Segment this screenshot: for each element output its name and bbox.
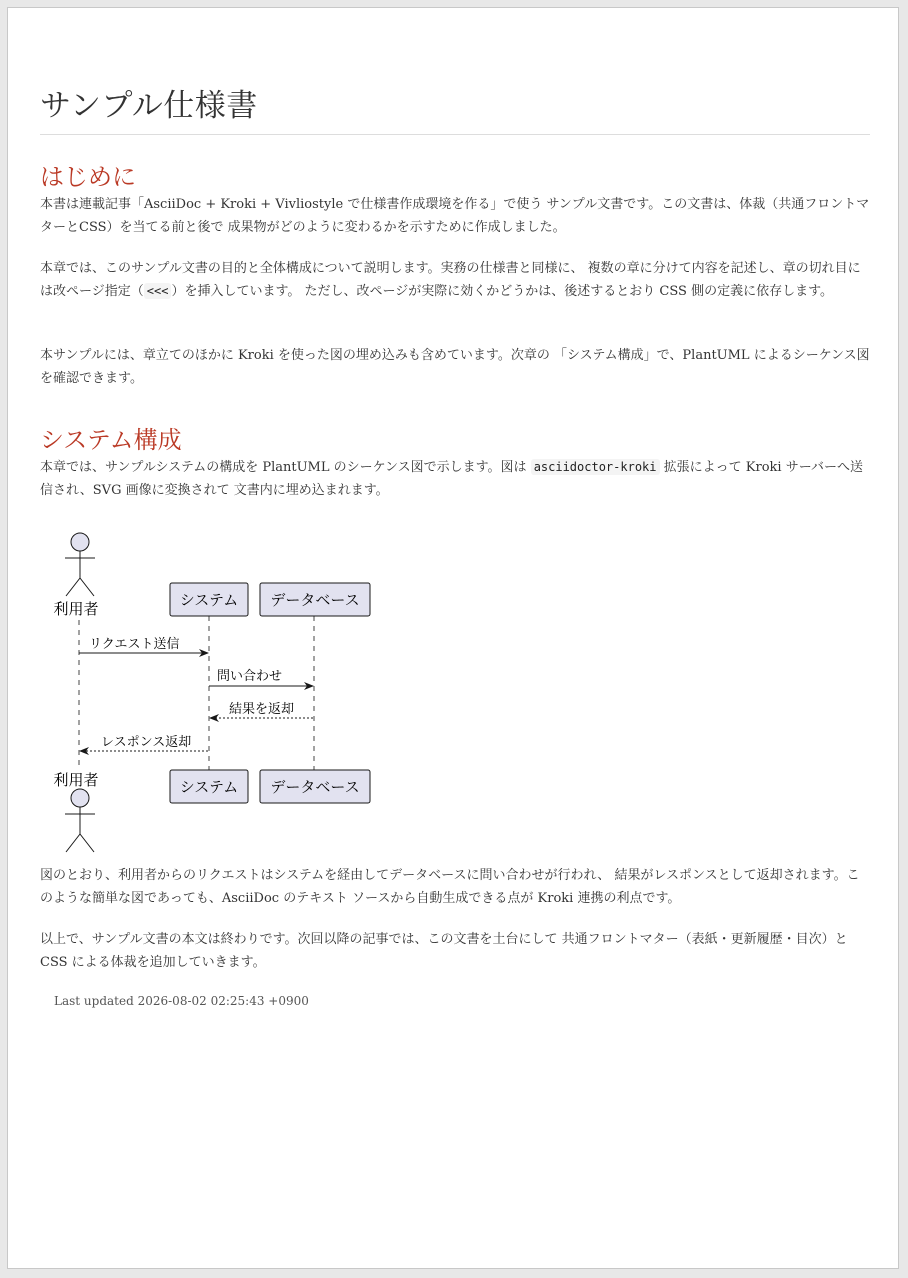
actor-label-bottom: 利用者 [53, 771, 99, 789]
message-label: リクエスト送信 [89, 637, 180, 652]
actor-figure-icon [65, 533, 95, 596]
inline-code: <<< [144, 283, 172, 299]
section-heading-system: システム構成 [40, 426, 182, 454]
participant-label-system: システム [179, 778, 239, 796]
participant-label-database: データベース [270, 778, 360, 796]
paragraph-text: 本章では、このサンプル文書の目的と全体構成について説明します。実務の仕様書と同様に、 複数の章に分けて内容を記述し、章の切れ目には改ページ指定（ [40, 261, 861, 299]
participant-label-system: システム [179, 591, 239, 609]
actor-label-top: 利用者 [53, 600, 99, 618]
message-label: 問い合わせ [217, 669, 283, 684]
paragraph-text: 本章では、サンプルシステムの構成を PlantUML のシーケンス図で示します。図は [40, 460, 527, 475]
sequence-diagram [40, 526, 380, 860]
paragraph: 以上で、サンプル文書の本文は終わりです。次回以降の記事では、この文書を土台にして 共通フロントマター（表紙・更新履歴・目次）と CSS による体裁を追加していきます。 [40, 932, 848, 970]
page-title: サンプル仕様書 [40, 80, 870, 135]
last-updated: Last updated 2026-08-02 02:25:43 +0900 [54, 994, 309, 1008]
message-label: レスポンス返却 [101, 735, 192, 750]
paragraph-text: 拡張によって Kroki サーバーへ送信され、SVG 画像に変換されて 文書内に埋め込まれます。 [40, 460, 864, 498]
paragraph: 本サンプルには、章立てのほかに Kroki を使った図の埋め込みも含めています。次章の 「システム構成」で、PlantUML によるシーケンス図を確認できます。 [40, 348, 870, 386]
inline-code: asciidoctor-kroki [531, 459, 660, 475]
document-page [7, 7, 899, 1269]
paragraph-text: ）を挿入しています。 ただし、改ページが実際に効くかどうかは、後述するとおり CSS 側の定義に依存します。 [171, 284, 834, 299]
paragraph: 本書は連載記事「AsciiDoc + Kroki + Vivliostyle で仕様書作成環境を作る」で使う サンプル文書です。この文書は、体裁（共通フロントマターとCSS）を当てる前と後で 成果物がどのように変わるかを示すために作成しました。 [40, 197, 870, 235]
paragraph: 図のとおり、利用者からのリクエストはシステムを経由してデータベースに問い合わせが行われ、 結果がレスポンスとして返却されます。このような簡単な図であっても、AsciiDoc のテキスト ソースから自動生成できる点が Kroki 連携の利点です。 [40, 868, 860, 906]
participant-label-database: データベース [270, 591, 360, 609]
paragraph [40, 456, 870, 502]
section-heading-intro: はじめに [40, 163, 136, 191]
actor-figure-icon [65, 789, 95, 852]
paragraph [40, 257, 870, 303]
message-label: 結果を返却 [229, 702, 295, 717]
